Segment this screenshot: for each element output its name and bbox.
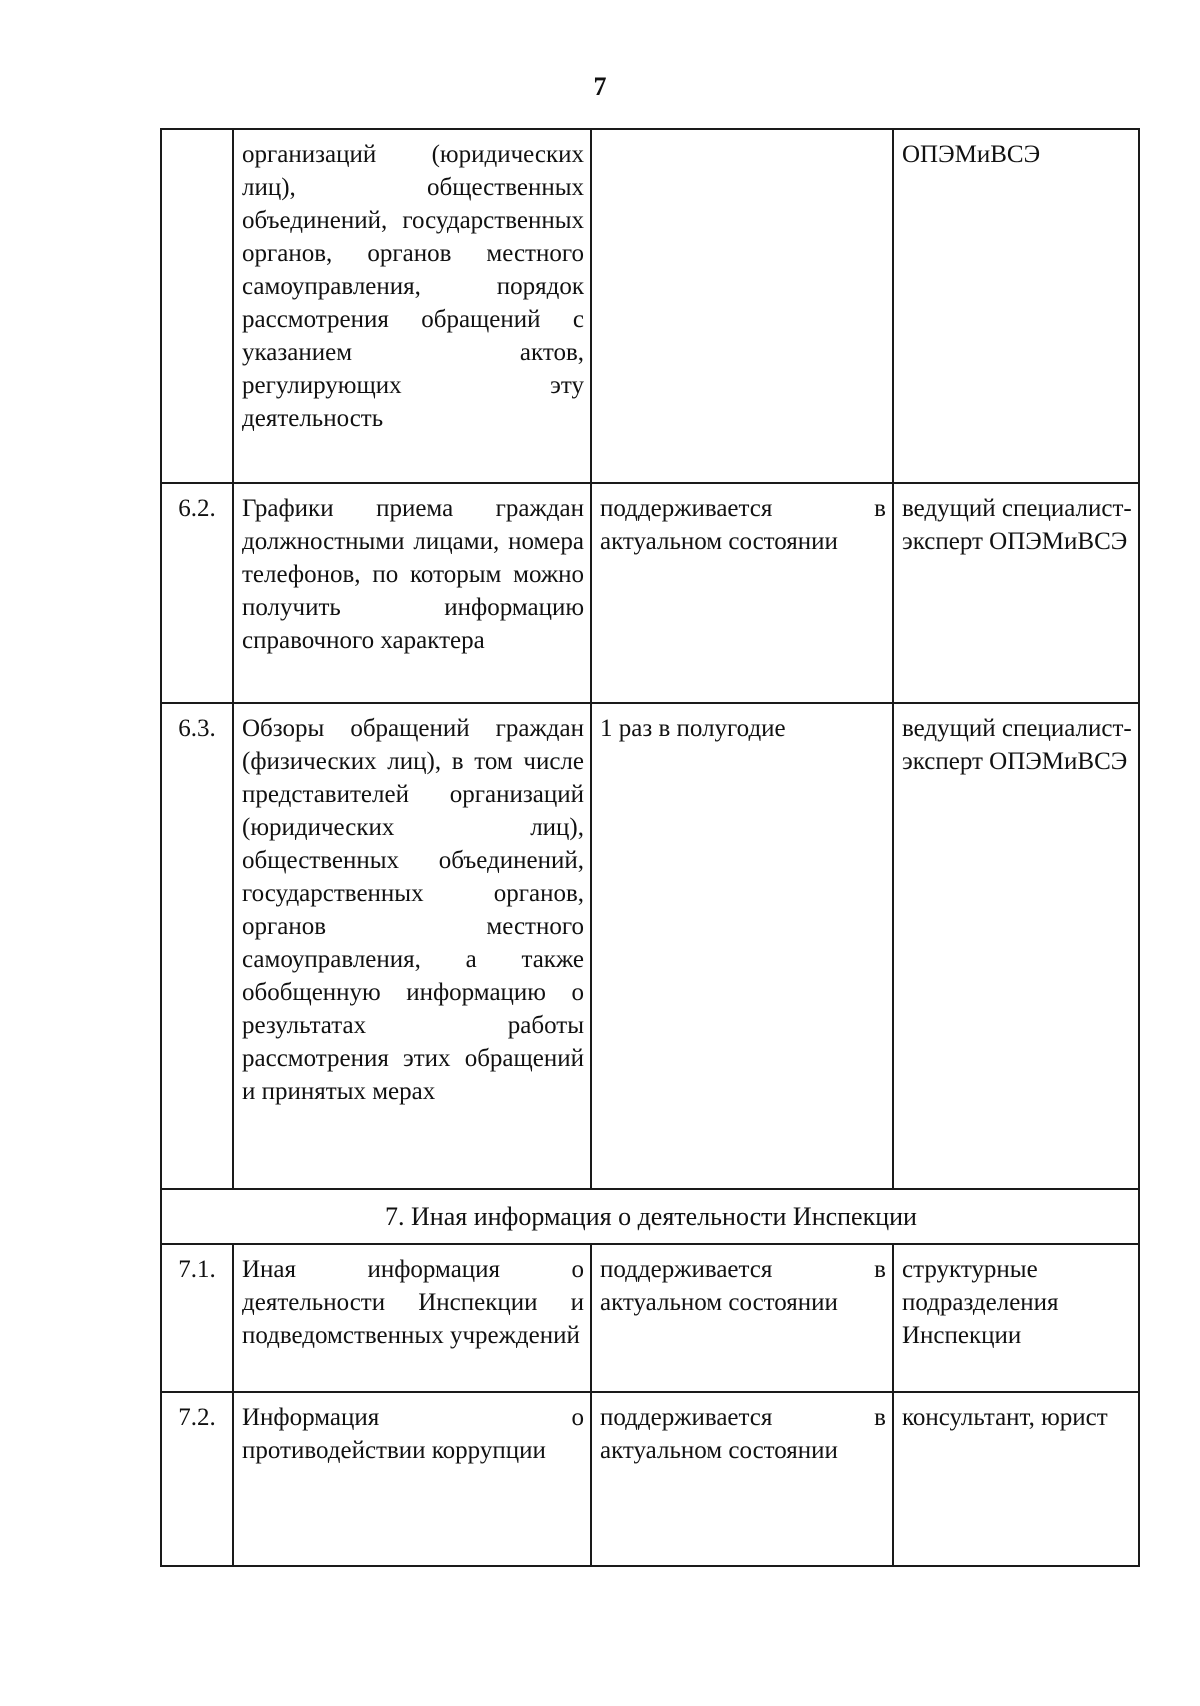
period-cell: 1 раз в полугодие bbox=[591, 703, 893, 1189]
info-name-cell: Иная информация о деятельности Инспекции и подведомственных учреждений bbox=[233, 1244, 591, 1392]
responsible-cell: структурные подразделения Инспекции bbox=[893, 1244, 1139, 1392]
responsible-cell: ведущий специалист-эксперт ОПЭМиВСЭ bbox=[893, 703, 1139, 1189]
responsible-cell: ОПЭМиВСЭ bbox=[893, 129, 1139, 483]
period-cell bbox=[591, 129, 893, 483]
info-name-cell: Обзоры обращений граждан (физических лиц), в том числе представителей организаций (юридических лиц), общественных объединений, государственных органов, органов местного самоуправления, а также обобщенную информацию о результатах работы рассмотрения этих обращений и принятых мерах bbox=[233, 703, 591, 1189]
table-row bbox=[161, 1244, 1139, 1392]
section-header-row bbox=[161, 1189, 1139, 1244]
info-name-cell: организаций (юридических лиц), общественных объединений, государственных органов, органов местного самоуправления, порядок рассмотрения обращений с указанием актов, регулирующих эту деятельность bbox=[233, 129, 591, 483]
row-number-cell: 6.3. bbox=[161, 703, 233, 1189]
period-cell: поддерживается в актуальном состоянии bbox=[591, 1392, 893, 1566]
info-name-cell: Информация о противодействии коррупции bbox=[233, 1392, 591, 1566]
table-row bbox=[161, 483, 1139, 703]
row-number-cell: 7.1. bbox=[161, 1244, 233, 1392]
period-cell: поддерживается в актуальном состоянии bbox=[591, 483, 893, 703]
responsible-cell: консультант, юрист bbox=[893, 1392, 1139, 1566]
period-cell: поддерживается в актуальном состоянии bbox=[591, 1244, 893, 1392]
page-number: 7 bbox=[593, 72, 607, 101]
row-number-cell bbox=[161, 129, 233, 483]
responsible-cell: ведущий специалист-эксперт ОПЭМиВСЭ bbox=[893, 483, 1139, 703]
row-number-cell: 7.2. bbox=[161, 1392, 233, 1566]
table-row bbox=[161, 1392, 1139, 1566]
information-table bbox=[160, 128, 1140, 1567]
table-row bbox=[161, 703, 1139, 1189]
section-title: 7. Иная информация о деятельности Инспекции bbox=[161, 1189, 1139, 1244]
info-name-cell: Графики приема граждан должностными лицами, номера телефонов, по которым можно получить информацию справочного характера bbox=[233, 483, 591, 703]
row-number-cell: 6.2. bbox=[161, 483, 233, 703]
table-row-continuation bbox=[161, 129, 1139, 483]
